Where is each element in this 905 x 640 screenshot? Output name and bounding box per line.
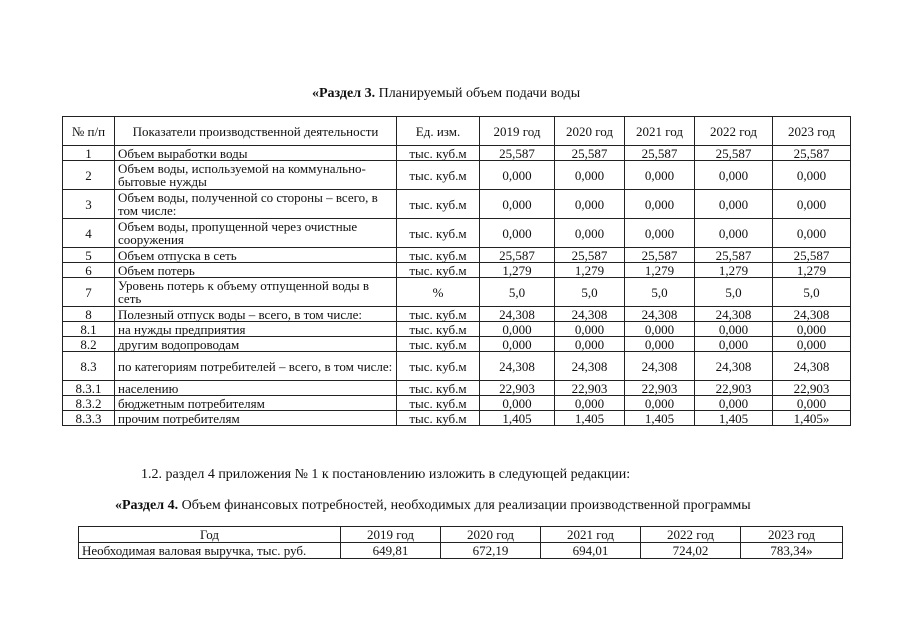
indicator-name: Объем отпуска в сеть [115,248,397,263]
value-cell: 0,000 [625,161,695,190]
value-cell: 25,587 [555,146,625,161]
value-cell: 24,308 [555,307,625,322]
value-cell: 0,000 [773,322,851,337]
value-cell: 5,0 [625,278,695,307]
value-cell: 0,000 [480,322,555,337]
row-number: 4 [63,219,115,248]
column-header: 2021 год [625,117,695,146]
amendment-paragraph: 1.2. раздел 4 приложения № 1 к постановлению изложить в следующей редакции: [141,467,631,482]
table-row [63,161,851,190]
unit-cell: тыс. куб.м [397,307,480,322]
value-cell: 0,000 [695,161,773,190]
value-cell: 0,000 [695,190,773,219]
value-cell: 0,000 [695,219,773,248]
indicator-name: Полезный отпуск воды – всего, в том числе: [115,307,397,322]
value-cell: 0,000 [625,190,695,219]
indicator-name: по категориям потребителей – всего, в том числе: [115,352,397,381]
table-header-row [79,527,843,543]
indicator-name: Уровень потерь к объему отпущенной воды в сеть [115,278,397,307]
value-cell: 0,000 [773,161,851,190]
unit-cell: тыс. куб.м [397,263,480,278]
table-row [63,278,851,307]
value-cell: 0,000 [555,337,625,352]
column-header: 2019 год [341,527,441,543]
row-number: 3 [63,190,115,219]
value-cell: 25,587 [773,248,851,263]
value-cell: 24,308 [555,352,625,381]
section4-title [115,498,751,514]
value-cell: 0,000 [695,322,773,337]
value-cell: 0,000 [625,337,695,352]
value-cell: 1,405 [555,411,625,426]
row-number: 8.2 [63,337,115,352]
value-cell: 22,903 [625,381,695,396]
value-cell: 724,02 [641,543,741,559]
table-row [63,248,851,263]
column-header: 2023 год [773,117,851,146]
table-row [63,322,851,337]
value-cell: 22,903 [773,381,851,396]
value-cell: 22,903 [480,381,555,396]
section3-title-bold: «Раздел 3. [312,86,376,101]
value-cell: 0,000 [773,337,851,352]
row-number: 1 [63,146,115,161]
value-cell: 25,587 [625,248,695,263]
row-number: 2 [63,161,115,190]
value-cell: 25,587 [695,146,773,161]
table-row [63,381,851,396]
value-cell: 0,000 [625,322,695,337]
unit-cell: тыс. куб.м [397,396,480,411]
column-header: № п/п [63,117,115,146]
table-row [63,411,851,426]
value-cell: 1,279 [773,263,851,278]
value-cell: 5,0 [480,278,555,307]
value-cell: 0,000 [773,219,851,248]
value-cell: 649,81 [341,543,441,559]
indicator-name: Объем выработки воды [115,146,397,161]
indicator-name: населению [115,381,397,396]
value-cell: 22,903 [555,381,625,396]
value-cell: 1,405 [625,411,695,426]
column-header: Год [79,527,341,543]
indicator-name: на нужды предприятия [115,322,397,337]
section3-title [312,86,580,102]
unit-cell: тыс. куб.м [397,337,480,352]
unit-cell: тыс. куб.м [397,190,480,219]
column-header: 2019 год [480,117,555,146]
value-cell: 5,0 [555,278,625,307]
row-number: 8.1 [63,322,115,337]
value-cell: 1,279 [555,263,625,278]
value-cell: 24,308 [625,352,695,381]
indicator-name: Объем воды, полученной со стороны – всего, в том числе: [115,190,397,219]
table-row [63,337,851,352]
table-row [63,190,851,219]
value-cell: 24,308 [695,352,773,381]
row-number: 8.3 [63,352,115,381]
indicator-name: Объем потерь [115,263,397,278]
value-cell: 25,587 [625,146,695,161]
table-row [63,263,851,278]
value-cell: 24,308 [480,352,555,381]
section4-title-bold: «Раздел 4. [115,498,179,513]
value-cell: 1,279 [625,263,695,278]
value-cell: 0,000 [695,396,773,411]
table-header-row [63,117,851,146]
row-number: 7 [63,278,115,307]
value-cell: 1,279 [480,263,555,278]
value-cell: 0,000 [773,190,851,219]
value-cell: 0,000 [625,219,695,248]
value-cell: 1,405» [773,411,851,426]
value-cell: 0,000 [555,396,625,411]
value-cell: 1,279 [695,263,773,278]
financial-needs-table [78,526,843,559]
value-cell: 24,308 [695,307,773,322]
value-cell: 24,308 [480,307,555,322]
unit-cell: тыс. куб.м [397,161,480,190]
unit-cell: тыс. куб.м [397,411,480,426]
indicator-name: Объем воды, используемой на коммунально-бытовые нужды [115,161,397,190]
table-row [63,307,851,322]
value-cell: 0,000 [625,396,695,411]
table-row [63,219,851,248]
value-cell: 24,308 [773,352,851,381]
column-header: Ед. изм. [397,117,480,146]
value-cell: 672,19 [441,543,541,559]
table-row [63,396,851,411]
unit-cell: % [397,278,480,307]
column-header: 2020 год [441,527,541,543]
row-number: 6 [63,263,115,278]
row-number: 8.3.3 [63,411,115,426]
section4-title-text: Объем финансовых потребностей, необходимых для реализации производственной программы [178,498,751,513]
indicator-name: Объем воды, пропущенной через очистные сооружения [115,219,397,248]
column-header: 2022 год [641,527,741,543]
table-row [63,146,851,161]
value-cell: 0,000 [480,396,555,411]
value-cell: 0,000 [480,219,555,248]
indicator-name: Необходимая валовая выручка, тыс. руб. [79,543,341,559]
value-cell: 1,405 [695,411,773,426]
row-number: 5 [63,248,115,263]
indicator-name: прочим потребителям [115,411,397,426]
value-cell: 0,000 [555,190,625,219]
value-cell: 783,34» [741,543,843,559]
value-cell: 24,308 [773,307,851,322]
value-cell: 22,903 [695,381,773,396]
value-cell: 0,000 [480,337,555,352]
value-cell: 5,0 [773,278,851,307]
column-header: 2021 год [541,527,641,543]
value-cell: 0,000 [773,396,851,411]
unit-cell: тыс. куб.м [397,381,480,396]
value-cell: 5,0 [695,278,773,307]
unit-cell: тыс. куб.м [397,219,480,248]
section3-title-text: Планируемый объем подачи воды [375,86,581,101]
table-row [79,543,843,559]
value-cell: 25,587 [695,248,773,263]
value-cell: 0,000 [555,161,625,190]
indicator-name: бюджетным потребителям [115,396,397,411]
unit-cell: тыс. куб.м [397,248,480,263]
value-cell: 25,587 [480,146,555,161]
table-row [63,352,851,381]
value-cell: 0,000 [480,190,555,219]
value-cell: 25,587 [480,248,555,263]
column-header: Показатели производственной деятельности [115,117,397,146]
value-cell: 1,405 [480,411,555,426]
row-number: 8.3.2 [63,396,115,411]
column-header: 2022 год [695,117,773,146]
row-number: 8 [63,307,115,322]
row-number: 8.3.1 [63,381,115,396]
unit-cell: тыс. куб.м [397,146,480,161]
value-cell: 0,000 [480,161,555,190]
value-cell: 0,000 [695,337,773,352]
value-cell: 24,308 [625,307,695,322]
water-supply-table [62,116,851,426]
value-cell: 0,000 [555,322,625,337]
value-cell: 25,587 [555,248,625,263]
value-cell: 25,587 [773,146,851,161]
column-header: 2020 год [555,117,625,146]
column-header: 2023 год [741,527,843,543]
unit-cell: тыс. куб.м [397,352,480,381]
indicator-name: другим водопроводам [115,337,397,352]
unit-cell: тыс. куб.м [397,322,480,337]
value-cell: 0,000 [555,219,625,248]
value-cell: 694,01 [541,543,641,559]
